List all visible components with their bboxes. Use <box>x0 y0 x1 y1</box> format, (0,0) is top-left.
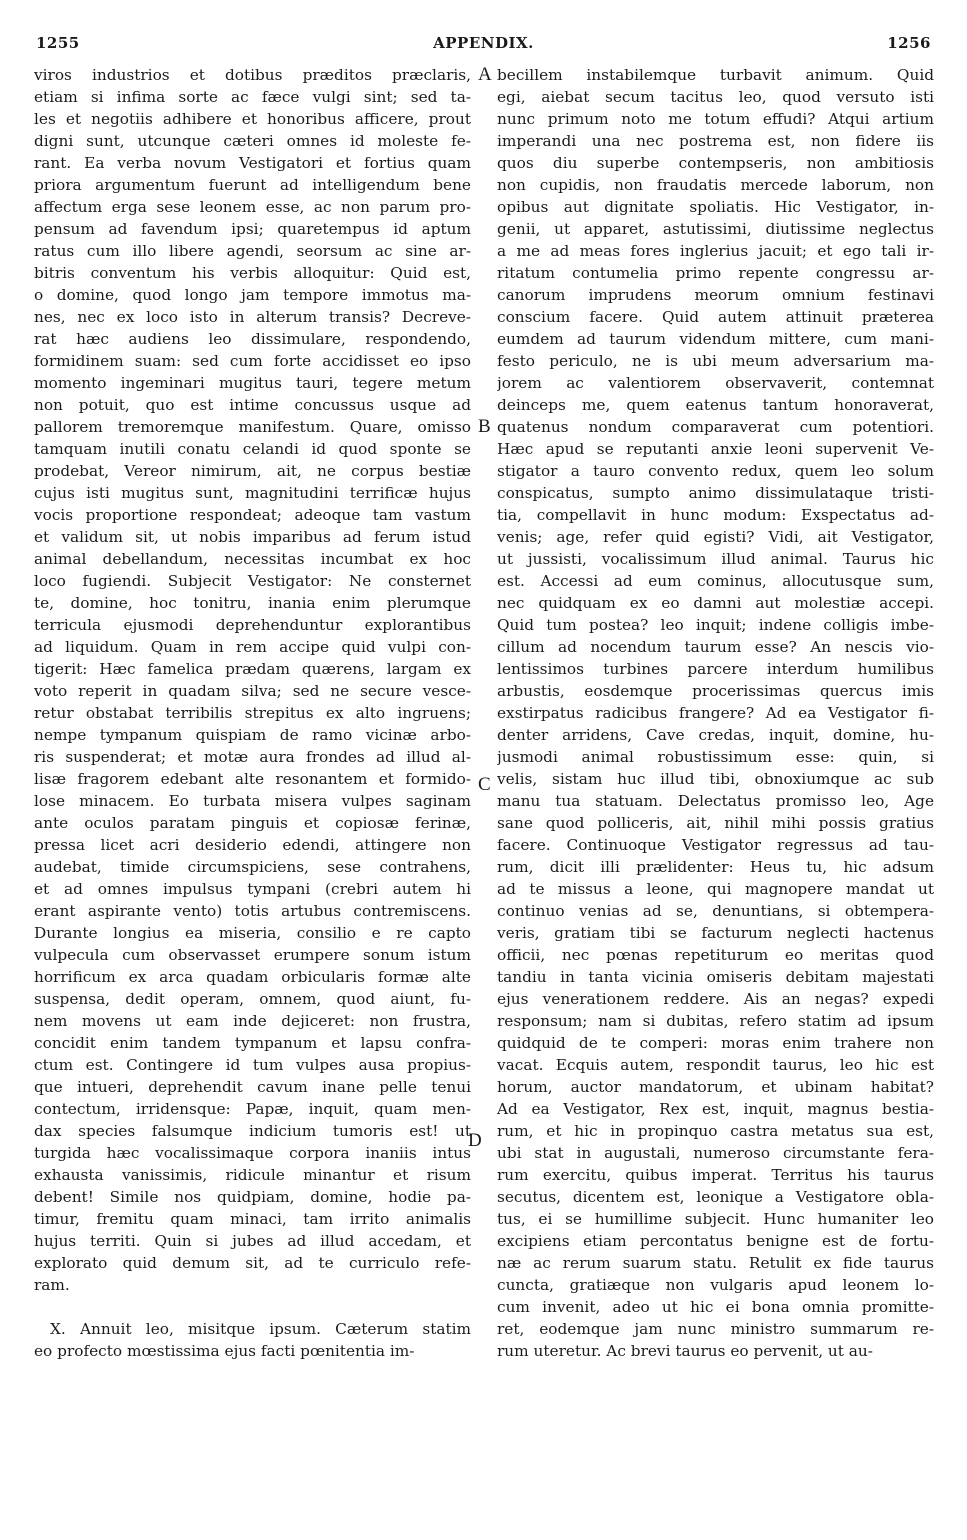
left-column-line: vocis proportione respondeat; adeoque tam vastum <box>34 506 471 524</box>
left-column-line: non potuit, quo est intime concussus usque ad <box>34 396 471 414</box>
right-column-line: conscium facere. Quid autem attinuit præterea <box>497 308 934 326</box>
right-column-line: arbustis, eosdemque procerissimas quercus imis <box>497 682 934 700</box>
left-column-line: et validum sit, ut nobis imparibus ad ferum istud <box>34 528 471 546</box>
left-column-line <box>34 1296 471 1318</box>
right-column-line: quidquid de te comperi: moras enim trahere non <box>497 1034 934 1052</box>
left-column-line: rat hæc audiens leo dissimulare, respondendo, <box>34 330 471 348</box>
right-column-line: secutus, dicentem est, leonique a Vestigatore obla- <box>497 1188 934 1206</box>
left-column-line: tamquam inutili conatu celandi id quod sponte se <box>34 440 471 458</box>
left-column-line: ratus cum illo libere agendi, seorsum ac sine ar- <box>34 242 471 260</box>
left-column-line: timur, fremitu quam minaci, tam irrito animalis <box>34 1210 471 1228</box>
right-column-line: quos diu superbe contempseris, non ambitiosis <box>497 154 934 172</box>
right-column-line: Hæc apud se reputanti anxie leoni supervenit Ve- <box>497 440 934 458</box>
right-column-line: eumdem ad taurum videndum mittere, cum mani- <box>497 330 934 348</box>
left-column-line: que intueri, deprehendit cavum inane pelle tenui <box>34 1078 471 1096</box>
right-column-line: genii, ut apparet, astutissimi, diutissime neglectus <box>497 220 934 238</box>
left-column-line: ctum est. Contingere id tum vulpes ausa propius- <box>34 1056 471 1074</box>
right-column-line: conspicatus, sumpto animo dissimulataque tristi- <box>497 484 934 502</box>
left-column-line: concidit enim tandem tympanum et lapsu confra- <box>34 1034 471 1052</box>
left-column-line: erant aspirante vento) totis artubus contremiscens. <box>34 902 471 920</box>
right-column-line: horum, auctor mandatorum, et ubinam habitat? <box>497 1078 934 1096</box>
right-column-line: rum exercitu, quibus imperat. Territus his taurus <box>497 1166 934 1184</box>
right-column-line: continuo venias ad se, denuntians, si obtempera- <box>497 902 934 920</box>
right-column-line: cuncta, gratiæque non vulgaris apud leonem lo- <box>497 1276 934 1294</box>
section-marker-b: B <box>478 416 491 437</box>
left-column-line: bitris conventum his verbis alloquitur: Quid est, <box>34 264 471 282</box>
right-column-line: jusmodi animal robustissimum esse: quin, si <box>497 748 934 766</box>
running-header <box>36 34 931 56</box>
left-column-line: momento ingeminari mugitus tauri, tegere metum <box>34 374 471 392</box>
right-column-line: denter arridens, Cave credas, inquit, domine, hu- <box>497 726 934 744</box>
right-column-line: responsum; nam si dubitas, refero statim ad ipsum <box>497 1012 934 1030</box>
left-column-line: debent! Simile nos quidpiam, domine, hodie pa- <box>34 1188 471 1206</box>
left-column-line: pensum ad favendum ipsi; quaretempus id aptum <box>34 220 471 238</box>
right-column-line: ut jussisti, vocalissimum illud animal. Taurus hic <box>497 550 934 568</box>
right-column-line: imperandi una nec postrema est, non fidere iis <box>497 132 934 150</box>
left-column-line: horrificum ex arca quadam orbicularis formæ alte <box>34 968 471 986</box>
left-column-line: pressa licet acri desiderio edendi, attingere non <box>34 836 471 854</box>
right-column-line: tus, ei se humillime subjecit. Hunc humaniter leo <box>497 1210 934 1228</box>
right-column-line: ubi stat in augustali, numeroso circumstante fera- <box>497 1144 934 1162</box>
right-column-line: Ad ea Vestigator, Rex est, inquit, magnus bestia- <box>497 1100 934 1118</box>
left-column-line: ris suspenderat; et motæ aura frondes ad illud al- <box>34 748 471 766</box>
right-column-line: cum invenit, adeo ut hic ei bona omnia promitte- <box>497 1298 934 1316</box>
right-column-line: est. Accessi ad eum cominus, allocutusque sum, <box>497 572 934 590</box>
right-column-line: non cupidis, non fraudatis mercede laborum, non <box>497 176 934 194</box>
left-column-line: les et negotiis adhibere et honoribus afficere, prout <box>34 110 471 128</box>
left-column-line: retur obstabat terribilis strepitus ex alto ingruens; <box>34 704 471 722</box>
left-column-line: exhausta vanissimis, ridicule minantur et risum <box>34 1166 471 1184</box>
left-column-line: audebat, timide circumspiciens, sese contrahens, <box>34 858 471 876</box>
left-column-line: etiam si infima sorte ac fæce vulgi sint; sed ta- <box>34 88 471 106</box>
right-text-column <box>497 64 934 1362</box>
right-column-line: velis, sistam huc illud tibi, obnoxiumque ac sub <box>497 770 934 788</box>
right-column-line: jorem ac valentiorem observaverit, contemnat <box>497 374 934 392</box>
right-column-line: manu tua statuam. Delectatus promisso leo, Age <box>497 792 934 810</box>
right-column-line: rum uteretur. Ac brevi taurus eo pervenit, ut au- <box>497 1342 873 1360</box>
left-column-line: lose minacem. Eo turbata misera vulpes saginam <box>34 792 471 810</box>
left-column-line: ante oculos paratam pinguis et copiosæ ferinæ, <box>34 814 471 832</box>
left-column-line: formidinem suam: sed cum forte accidisset eo ipso <box>34 352 471 370</box>
right-column-line: tandiu in tanta vicinia omiseris debitam majestati <box>497 968 934 986</box>
right-column-line: excipiens etiam percontatus benigne est de fortu- <box>497 1232 934 1250</box>
right-column-line: exstirpatus radicibus frangere? Ad ea Vestigator fi- <box>497 704 934 722</box>
right-column-line: lentissimos turbines parcere interdum humilibus <box>497 660 934 678</box>
right-column-line: deinceps me, quem eatenus tantum honoraverat, <box>497 396 934 414</box>
left-column-line: priora argumentum fuerunt ad intelligendum bene <box>34 176 471 194</box>
right-column-line: vacat. Ecquis autem, respondit taurus, leo hic est <box>497 1056 934 1074</box>
right-column-line: nec quidquam ex eo damni aut molestiæ accepi. <box>497 594 934 612</box>
left-column-line: X. Annuit leo, misitque ipsum. Cæterum statim <box>50 1320 471 1338</box>
left-column-line: vulpecula cum observasset erumpere sonum istum <box>34 946 471 964</box>
left-column-line: explorato quid demum sit, ad te curriculo refe- <box>34 1254 471 1272</box>
right-column-line: tia, compellavit in hunc modum: Exspectatus ad- <box>497 506 934 524</box>
left-column-line: ram. <box>34 1276 70 1294</box>
right-column-line: rum, et hic in propinquo castra metatus sua est, <box>497 1122 934 1140</box>
left-column-line: nempe tympanum quispiam de ramo vicinæ arbo- <box>34 726 471 744</box>
right-column-line: becillem instabilemque turbavit animum. Quid <box>497 66 934 84</box>
section-marker-a: A <box>478 64 492 85</box>
page-number-right: 1256 <box>887 34 931 52</box>
left-column-line: pallorem tremoremque manifestum. Quare, omisso <box>34 418 471 436</box>
left-column-line: o domine, quod longo jam tempore immotus ma- <box>34 286 471 304</box>
right-column-line: facere. Continuoque Vestigator regressus ad tau- <box>497 836 934 854</box>
right-column-line: egi, aiebat secum tacitus leo, quod versuto isti <box>497 88 934 106</box>
left-column-line: Durante longius ea miseria, consilio e re capto <box>34 924 471 942</box>
right-column-line: veris, gratiam tibi se facturum neglecti hactenus <box>497 924 934 942</box>
left-column-line: lisæ fragorem edebant alte resonantem et formido- <box>34 770 471 788</box>
right-column-line: a me ad meas fores inglerius jacuit; et ego tali ir- <box>497 242 934 260</box>
right-column-line: quatenus nondum comparaverat cum potentiori. <box>497 418 934 436</box>
left-column-line: eo profecto mœstissima ejus facti pœnitentia im- <box>34 1342 415 1360</box>
right-column-line: ret, eodemque jam nunc ministro summarum re- <box>497 1320 934 1338</box>
right-column-line: cillum ad nocendum taurum esse? An nescis vio- <box>497 638 934 656</box>
left-column-line: loco fugiendi. Subjecit Vestigator: Ne consternet <box>34 572 471 590</box>
left-column-line: ad liquidum. Quam in rem accipe quid vulpi con- <box>34 638 471 656</box>
left-column-line: tigerit: Hæc famelica prædam quærens, largam ex <box>34 660 471 678</box>
left-column-line: rant. Ea verba novum Vestigatori et fortius quam <box>34 154 471 172</box>
left-column-line: suspensa, dedit operam, omnem, quod aiunt, fu- <box>34 990 471 1008</box>
section-marker-d: D <box>468 1130 482 1151</box>
right-column-line: officii, nec pœnas repetiturum eo meritas quod <box>497 946 934 964</box>
right-column-line: ad te missus a leone, qui magnopere mandat ut <box>497 880 934 898</box>
left-text-column <box>34 64 471 1362</box>
left-column-line: hujus territi. Quin si jubes ad illud accedam, et <box>34 1232 471 1250</box>
right-column-line: ejus venerationem reddere. Ais an negas? expedi <box>497 990 934 1008</box>
left-column-line: dax species falsumque indicium tumoris est! ut <box>34 1122 471 1140</box>
left-column-line: digni sunt, utcunque cæteri omnes id moleste fe- <box>34 132 471 150</box>
right-column-line: rum, dicit illi prælidenter: Heus tu, hic adsum <box>497 858 934 876</box>
right-column-line: festo periculo, ne is ubi meum adversarium ma- <box>497 352 934 370</box>
right-column-line: canorum imprudens meorum omnium festinavi <box>497 286 934 304</box>
left-column-line: et ad omnes impulsus tympani (crebri autem hi <box>34 880 471 898</box>
right-column-line: nunc primum noto me totum effudi? Atqui artium <box>497 110 934 128</box>
right-column-line: ritatum contumelia primo repente congressu ar- <box>497 264 934 282</box>
right-column-line: opibus aut dignitate spoliatis. Hic Vestigator, in- <box>497 198 934 216</box>
section-marker-c: C <box>478 774 491 795</box>
right-column-line: stigator a tauro convento redux, quem leo solum <box>497 462 934 480</box>
left-column-line: te, domine, hoc tonitru, inania enim plerumque <box>34 594 471 612</box>
left-column-line: contectum, irridensque: Papæ, inquit, quam men- <box>34 1100 471 1118</box>
right-column-line: venis; age, refer quid egisti? Vidi, ait Vestigator, <box>497 528 934 546</box>
left-column-line: affectum erga sese leonem esse, ac non parum pro- <box>34 198 471 216</box>
left-column-line: nes, nec ex loco isto in alterum transis? Decreve- <box>34 308 471 326</box>
right-column-line: sane quod polliceris, ait, nihil mihi possis gratius <box>497 814 934 832</box>
left-column-line: terricula ejusmodi deprehenduntur explorantibus <box>34 616 471 634</box>
left-column-line: turgida hæc vocalissimaque corpora inaniis intus <box>34 1144 471 1162</box>
left-column-line: nem movens ut eam inde dejiceret: non frustra, <box>34 1012 471 1030</box>
left-column-line: cujus isti mugitus sunt, magnitudini terrificæ hujus <box>34 484 471 502</box>
left-column-line: viros industrios et dotibus præditos præclaris, <box>34 66 471 84</box>
page-number-left: 1255 <box>36 34 80 52</box>
left-column-line: voto reperit in quadam silva; sed ne secure vesce- <box>34 682 471 700</box>
running-title: APPENDIX. <box>433 34 534 52</box>
right-column-line: næ ac rerum suarum statu. Retulit ex fide taurus <box>497 1254 934 1272</box>
left-column-line: prodebat, Vereor nimirum, ait, ne corpus bestiæ <box>34 462 471 480</box>
right-column-line: Quid tum postea? leo inquit; indene colligis imbe- <box>497 616 934 634</box>
left-column-line: animal debellandum, necessitas incumbat ex hoc <box>34 550 471 568</box>
